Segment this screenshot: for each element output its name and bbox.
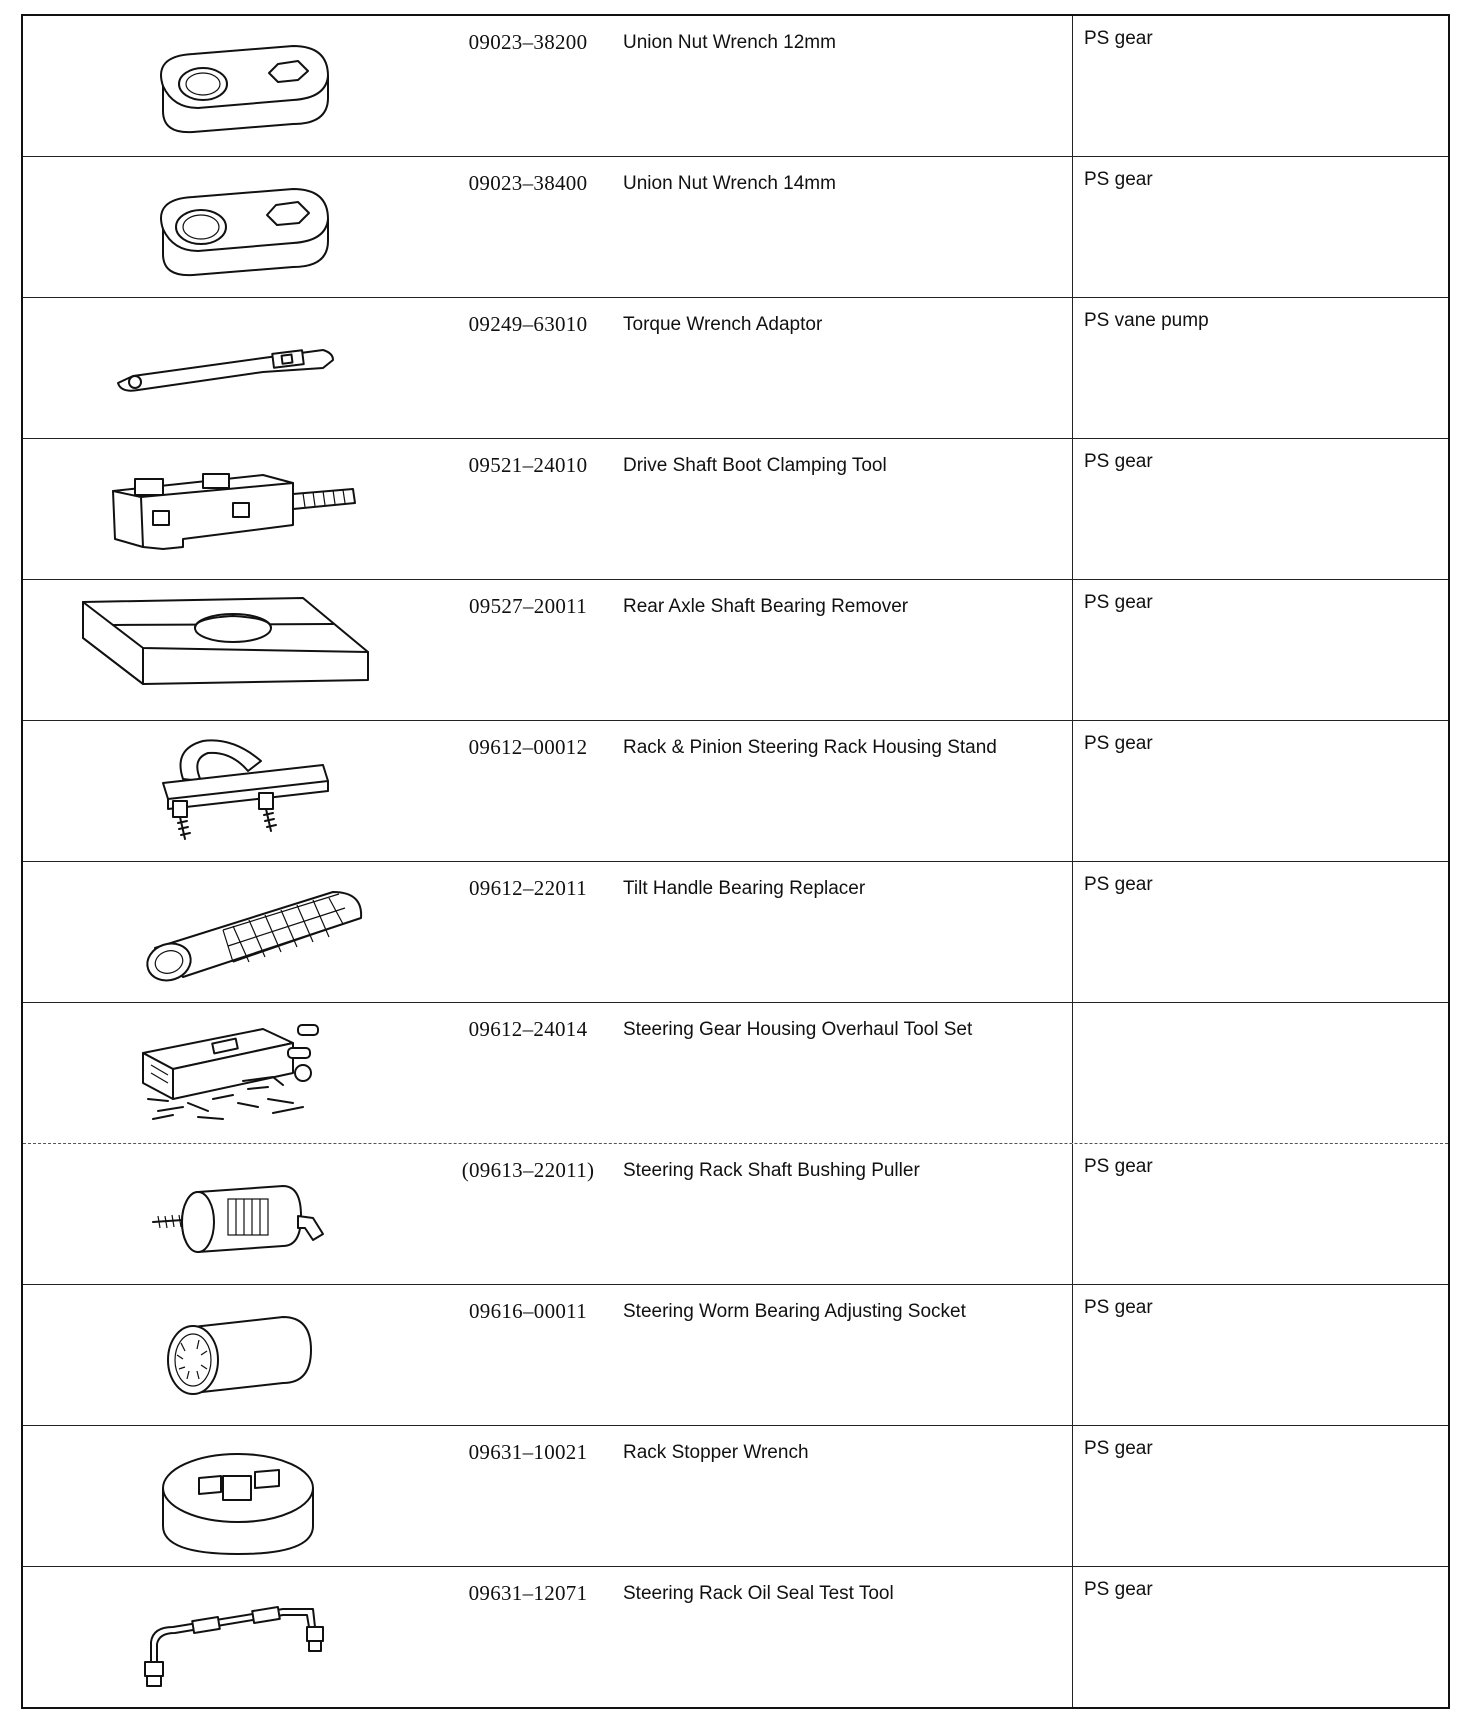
union-nut-wrench-14mm-icon bbox=[23, 157, 423, 297]
tool-description: Rack & Pinion Steering Rack Housing Stand bbox=[623, 737, 997, 758]
part-number: 09612–22011 bbox=[468, 876, 588, 900]
tool-use: PS gear bbox=[1084, 592, 1153, 613]
column-divider bbox=[1072, 1285, 1073, 1425]
tool-use: PS gear bbox=[1084, 169, 1153, 190]
tool-use: PS gear bbox=[1084, 874, 1153, 895]
tool-use: PS gear bbox=[1084, 1297, 1153, 1318]
tool-row bbox=[23, 1567, 1448, 1707]
tool-row bbox=[23, 1426, 1448, 1567]
tool-row bbox=[23, 1285, 1448, 1426]
boot-clamping-tool-icon bbox=[23, 439, 423, 579]
column-divider bbox=[1072, 1567, 1073, 1707]
part-number: 09612–00012 bbox=[468, 735, 588, 759]
overhaul-tool-set-icon bbox=[23, 1003, 423, 1143]
tool-use: PS gear bbox=[1084, 1579, 1153, 1600]
tool-description: Steering Rack Oil Seal Test Tool bbox=[623, 1583, 894, 1604]
bearing-remover-plate-icon bbox=[23, 580, 423, 720]
column-divider bbox=[1072, 298, 1073, 438]
tool-row bbox=[23, 16, 1448, 157]
column-divider bbox=[1072, 439, 1073, 579]
tool-use: PS vane pump bbox=[1084, 310, 1209, 331]
oil-seal-test-tool-icon bbox=[23, 1567, 423, 1707]
column-divider bbox=[1072, 580, 1073, 720]
part-number: 09631–12071 bbox=[468, 1581, 588, 1605]
bearing-replacer-icon bbox=[23, 862, 423, 1002]
tool-description: Tilt Handle Bearing Replacer bbox=[623, 878, 866, 899]
tool-use: PS gear bbox=[1084, 1438, 1153, 1459]
tool-row bbox=[23, 439, 1448, 580]
tool-row bbox=[23, 1003, 1448, 1144]
tool-description: Steering Worm Bearing Adjusting Socket bbox=[623, 1301, 966, 1322]
part-number: 09023–38400 bbox=[468, 171, 588, 195]
column-divider bbox=[1072, 1144, 1073, 1284]
tool-row bbox=[23, 157, 1448, 298]
column-divider bbox=[1072, 862, 1073, 1002]
bushing-puller-icon bbox=[23, 1144, 423, 1284]
tool-description: Union Nut Wrench 14mm bbox=[623, 173, 836, 194]
column-divider bbox=[1072, 1003, 1073, 1143]
tool-description: Torque Wrench Adaptor bbox=[623, 314, 823, 335]
tool-row bbox=[23, 1144, 1448, 1285]
column-divider bbox=[1072, 16, 1073, 156]
adjusting-socket-icon bbox=[23, 1285, 423, 1425]
tool-use: PS gear bbox=[1084, 28, 1153, 49]
column-divider bbox=[1072, 721, 1073, 861]
tool-row bbox=[23, 721, 1448, 862]
rack-stopper-wrench-icon bbox=[23, 1426, 423, 1566]
tool-description: Union Nut Wrench 12mm bbox=[623, 32, 836, 53]
tool-row bbox=[23, 298, 1448, 439]
tool-description: Steering Gear Housing Overhaul Tool Set bbox=[623, 1019, 973, 1040]
tool-description: Rear Axle Shaft Bearing Remover bbox=[623, 596, 909, 617]
torque-wrench-adaptor-icon bbox=[23, 298, 423, 438]
union-nut-wrench-12mm-icon bbox=[23, 16, 423, 156]
part-number: 09249–63010 bbox=[468, 312, 588, 336]
part-number: 09612–24014 bbox=[468, 1017, 588, 1041]
tool-description: Drive Shaft Boot Clamping Tool bbox=[623, 455, 887, 476]
part-number: (09613–22011) bbox=[461, 1158, 595, 1182]
tool-use: PS gear bbox=[1084, 733, 1153, 754]
tool-use: PS gear bbox=[1084, 1156, 1153, 1177]
part-number: 09616–00011 bbox=[468, 1299, 588, 1323]
tool-description: Rack Stopper Wrench bbox=[623, 1442, 809, 1463]
part-number: 09631–10021 bbox=[468, 1440, 588, 1464]
tool-description: Steering Rack Shaft Bushing Puller bbox=[623, 1160, 920, 1181]
tool-row bbox=[23, 580, 1448, 721]
part-number: 09023–38200 bbox=[468, 30, 588, 54]
tool-row bbox=[23, 862, 1448, 1003]
tool-use: PS gear bbox=[1084, 451, 1153, 472]
part-number: 09521–24010 bbox=[468, 453, 588, 477]
rack-housing-stand-icon bbox=[23, 721, 423, 861]
part-number: 09527–20011 bbox=[468, 594, 588, 618]
column-divider bbox=[1072, 157, 1073, 297]
special-tools-table bbox=[21, 14, 1450, 1709]
column-divider bbox=[1072, 1426, 1073, 1566]
